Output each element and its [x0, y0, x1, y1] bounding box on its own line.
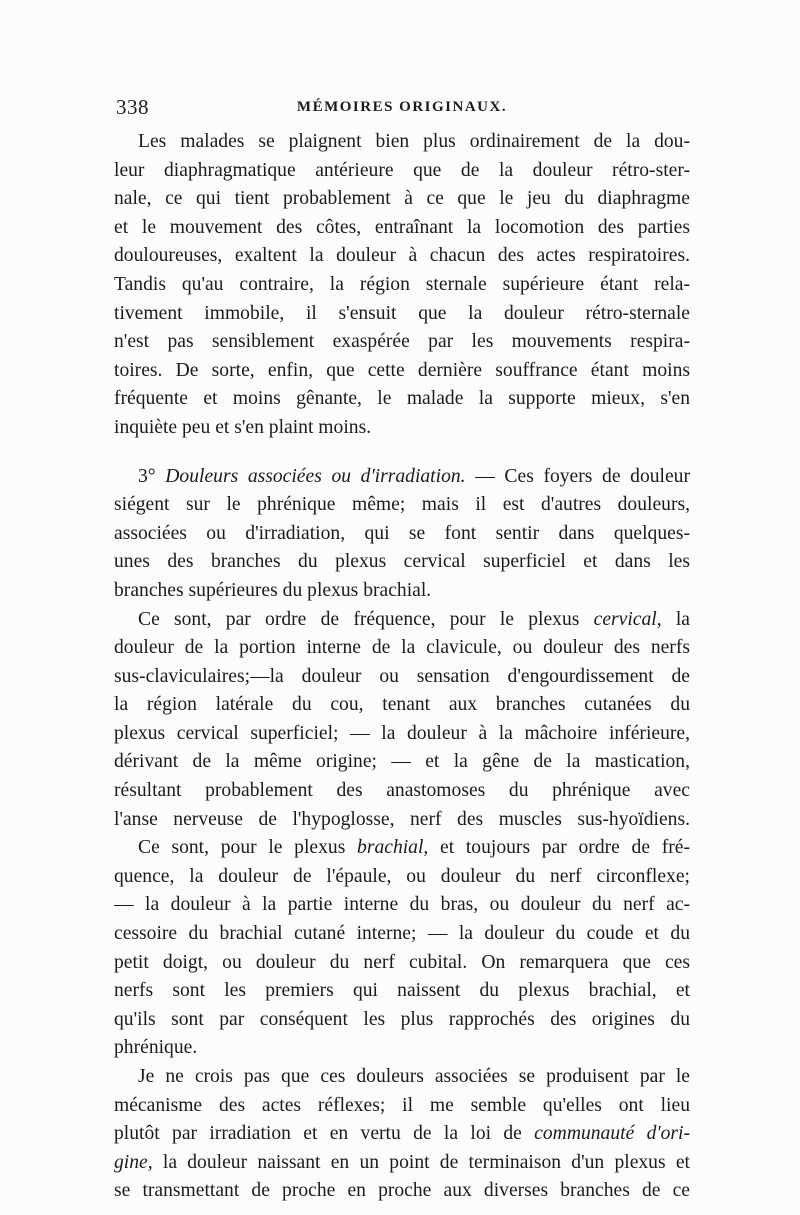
- line-text: plexus cervical superficiel; — la douleur à la mâchoire inférieure,: [114, 722, 690, 744]
- text-line: [114, 128, 690, 157]
- text-line: [114, 777, 690, 806]
- line-text: petit doigt, ou douleur du nerf cubital. On remarquera que ces: [114, 951, 690, 973]
- line-text: Les malades se plaignent bien plus ordinairement de la dou-: [138, 131, 690, 152]
- text-line: [114, 385, 690, 414]
- line-text: inquiète peu et s'en plaint moins.: [114, 416, 372, 438]
- text-line: [114, 548, 690, 577]
- text-line: [114, 949, 690, 978]
- line-text: Ce sont, par ordre de fréquence, pour le plexus: [138, 608, 594, 630]
- line-text: Ce sont, pour le plexus: [138, 837, 358, 859]
- text-line: [114, 520, 690, 549]
- line-text: se transmettant de proche en proche aux diverses branches de ce: [114, 1180, 690, 1202]
- text-line: [114, 185, 690, 214]
- text-line: [114, 1177, 690, 1206]
- text-line: [114, 691, 690, 720]
- line-text: l'anse nerveuse de l'hypoglosse, nerf des muscles sus-hyoïdiens.: [114, 808, 690, 830]
- line-text: associées ou d'irradiation, qui se font sentir dans quelques-: [114, 522, 690, 544]
- text-line: [114, 891, 690, 920]
- body-text: [114, 128, 690, 1206]
- line-italic-text: communauté d'ori-: [534, 1123, 690, 1145]
- text-line: [114, 1063, 690, 1092]
- text-line: [114, 414, 690, 443]
- line-text-continued: la: [661, 608, 690, 630]
- text-line: [114, 1006, 690, 1035]
- line-text: sus-claviculaires;—la douleur ou sensation d'engourdissement de: [114, 665, 690, 687]
- line-text: branches supérieures du plexus brachial.: [114, 579, 432, 601]
- text-line: [114, 748, 690, 777]
- line-text-continued: et toujours par ordre de fré-: [428, 837, 690, 859]
- line-text: — la douleur à la partie interne du bras, ou douleur du nerf ac-: [114, 894, 690, 916]
- line-text: tivement immobile, il s'ensuit que la douleur rétro-sternale: [114, 302, 690, 324]
- text-line: [114, 157, 690, 186]
- text-line: [114, 634, 690, 663]
- line-text: nale, ce qui tient probablement à ce que le jeu du diaphragme: [114, 188, 690, 210]
- line-text: la région latérale du cou, tenant aux branches cutanées du: [114, 694, 690, 716]
- page-header: [116, 95, 688, 125]
- line-text: nerfs sont les premiers qui naissent du plexus brachial, et: [114, 980, 690, 1002]
- line-text: qu'ils sont par conséquent les plus rapprochés des origines du: [114, 1008, 690, 1030]
- line-text: quence, la douleur de l'épaule, ou douleur du nerf circonflexe;: [114, 865, 690, 887]
- line-text: et le mouvement des côtes, entraînant la locomotion des parties: [114, 216, 690, 238]
- page-number: 338: [116, 95, 149, 119]
- running-head: MÉMOIRES ORIGINAUX.: [296, 99, 508, 115]
- line-text: résultant probablement des anastomoses du phrénique avec: [114, 780, 690, 802]
- text-line: [114, 328, 690, 357]
- line-text: siégent sur le phrénique même; mais il est d'autres douleurs,: [114, 494, 690, 516]
- line-text: douloureuses, exaltent la douleur à chacun des actes respiratoires.: [114, 245, 690, 267]
- text-line: [114, 577, 690, 606]
- text-line: [114, 1149, 690, 1178]
- line-text-continued: — Ces foyers de douleur: [465, 465, 690, 487]
- text-line: [114, 977, 690, 1006]
- text-line: [114, 606, 690, 635]
- paragraph-gap: [114, 443, 690, 463]
- line-text: mécanisme des actes réflexes; il me semble qu'elles ont lieu: [114, 1094, 690, 1116]
- line-text: unes des branches du plexus cervical superficiel et dans les: [114, 551, 690, 573]
- line-italic-text: Douleurs associées ou d'irradiation.: [165, 465, 466, 487]
- line-text: cessoire du brachial cutané interne; — la douleur du coude et du: [114, 923, 690, 945]
- text-line: [114, 214, 690, 243]
- line-text: dérivant de la même origine; — et la gêne de la mastication,: [114, 751, 690, 773]
- line-text: plutôt par irradiation et en vertu de la loi de: [114, 1123, 535, 1145]
- text-line: [114, 720, 690, 749]
- text-line: [114, 491, 690, 520]
- text-line: [114, 920, 690, 949]
- text-line: [114, 1034, 690, 1063]
- line-text: fréquente et moins gênante, le malade la supporte mieux, s'en: [114, 388, 690, 410]
- text-line: [114, 863, 690, 892]
- line-text: Tandis qu'au contraire, la région sternale supérieure étant rela-: [114, 273, 690, 295]
- line-text: 3°: [138, 465, 166, 487]
- line-text: leur diaphragmatique antérieure que de la douleur rétro-ster-: [114, 159, 690, 181]
- text-line: [114, 1120, 690, 1149]
- text-line: [114, 834, 690, 863]
- line-italic-text: gine,: [114, 1151, 153, 1173]
- text-line: [114, 806, 690, 835]
- text-line: [114, 357, 690, 386]
- text-line: [114, 663, 690, 692]
- line-text: douleur de la portion interne de la clavicule, ou douleur des nerfs: [114, 637, 690, 659]
- text-line: [114, 271, 690, 300]
- line-italic-text: brachial,: [357, 837, 429, 859]
- text-line: [114, 1092, 690, 1121]
- text-line: [114, 242, 690, 271]
- line-text: n'est pas sensiblement exaspérée par les mouvements respira-: [114, 331, 690, 353]
- text-line: [114, 300, 690, 329]
- line-text: toires. De sorte, enfin, que cette dernière souffrance étant moins: [114, 359, 690, 381]
- line-text: phrénique.: [114, 1037, 198, 1059]
- line-text-continued: la douleur naissant en un point de terminaison d'un plexus et: [152, 1151, 690, 1173]
- text-line: [114, 463, 690, 492]
- line-text: Je ne crois pas que ces douleurs associées se produisent par le: [138, 1066, 690, 1087]
- line-italic-text: cervical,: [593, 608, 662, 630]
